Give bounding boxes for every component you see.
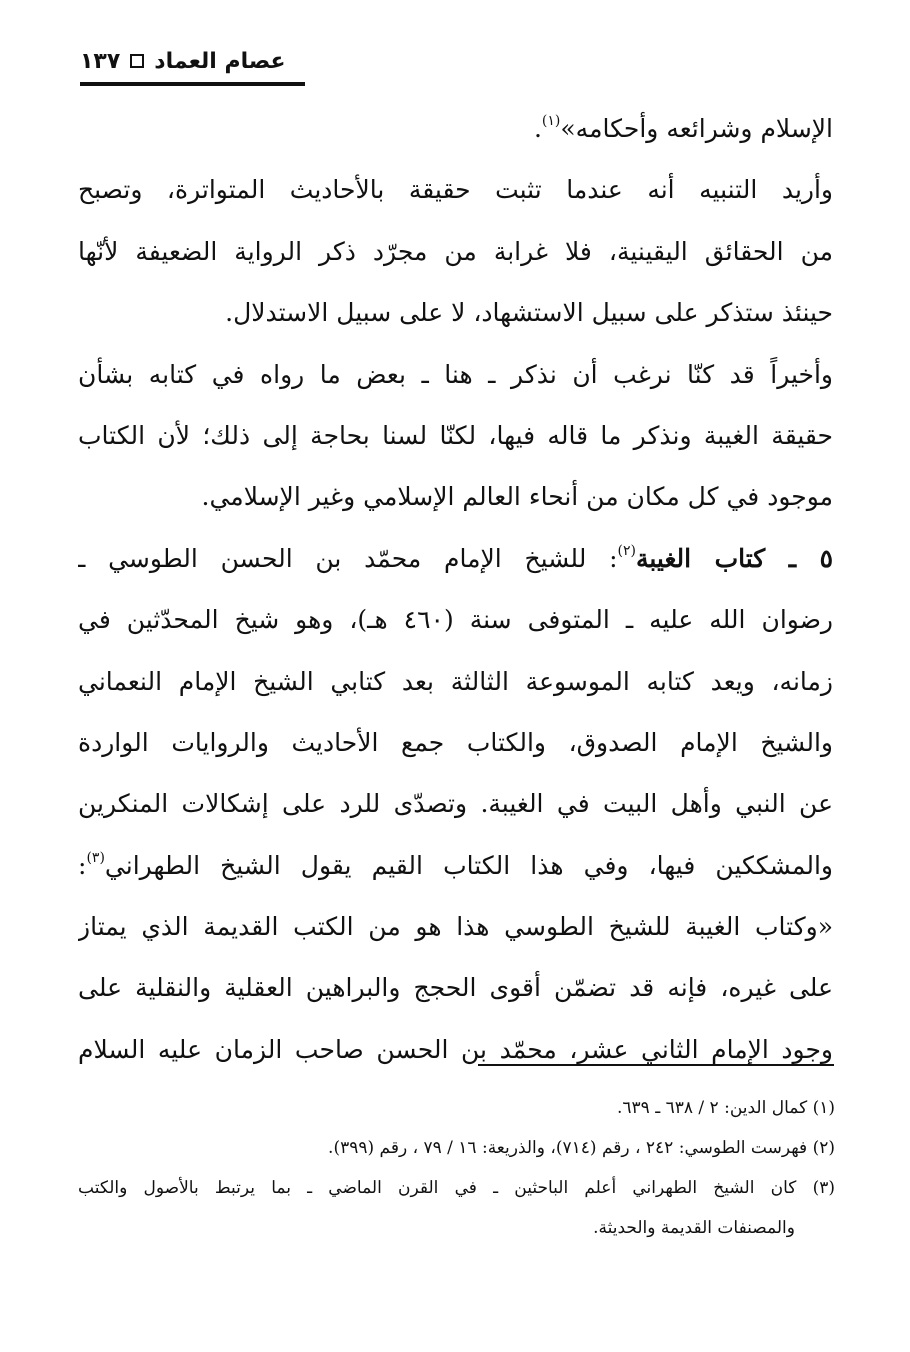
text-line: حينئذ ستذكر على سبيل الاستشهاد، لا على سبيل الاستدلال. (225, 298, 833, 328)
text-line: وجود الإمام الثاني عشر، محمّد بن الحسن صاحب الزمان عليه السلام (78, 1034, 833, 1064)
text-segment: والمشككين فيها، وفي هذا الكتاب القيم يقول الشيخ الطهراني (104, 850, 833, 880)
header-title: عصام العماد (154, 48, 286, 74)
footnote-rule (478, 1064, 834, 1066)
footnote-3: (٣) كان الشيخ الطهراني أعلم الباحثين ـ في القرن الماضي ـ بما يرتبط بالأصول والكتب (78, 1178, 835, 1198)
square-ornament-icon (130, 54, 144, 68)
text-line: موجود في كل مكان من أنحاء العالم الإسلامي وغير الإسلامي. (201, 482, 833, 512)
footnote-1: (١) كمال الدين: ٢ / ٦٣٨ ـ ٦٣٩. (616, 1098, 835, 1118)
footnotes (78, 1088, 835, 1248)
header-rule (80, 82, 305, 86)
text-line: والشيخ الإمام الصدوق، والكتاب جمع الأحاديث والروايات الواردة (78, 727, 833, 757)
text-segment: الإسلام وشرائعه وأحكامه» (560, 114, 833, 143)
body-text (78, 98, 833, 1080)
text-line: زمانه، ويعد كتابه الموسوعة الثالثة بعد كتابي الشيخ الإمام النعماني (78, 666, 833, 696)
text-segment: . (533, 114, 542, 143)
footnote-2: (٢) فهرست الطوسي: ٢٤٢ ، رقم (٧١٤)، والذريعة: ١٦ / ٧٩ ، رقم (٣٩٩). (328, 1138, 835, 1158)
page-number: ١٣٧ (80, 48, 121, 74)
text-line (78, 528, 833, 589)
text-line: حقيقة الغيبة ونذكر ما قاله فيها، لكنّا لسنا بحاجة إلى ذلك؛ لأن الكتاب (78, 420, 833, 450)
text-line: «وكتاب الغيبة للشيخ الطوسي هذا هو من الكتب القديمة الذي يمتاز (78, 912, 833, 942)
text-line: من الحقائق اليقينية، فلا غرابة من مجرّد ذكر الرواية الضعيفة لأنّها (78, 236, 833, 266)
footnote-marker: (٣) (86, 849, 105, 866)
header-row (80, 40, 305, 82)
text-line: رضوان الله عليه ـ المتوفى سنة (٤٦٠ هـ)، وهو شيخ المحدّثين في (78, 605, 833, 635)
text-segment: : للشيخ الإمام محمّد بن الحسن الطوسي ـ (78, 543, 618, 573)
text-line (78, 835, 833, 896)
footnote-3-continued: والمصنفات القديمة والحديثة. (593, 1218, 795, 1238)
section-heading: ٥ ـ كتاب الغيبة (635, 543, 833, 573)
text-segment: : (78, 850, 87, 880)
text-line (78, 98, 833, 159)
text-line: وأريد التنبيه أنه عندما تثبت حقيقة بالأحاديث المتواترة، وتصبح (78, 175, 833, 205)
running-header (80, 40, 305, 86)
text-line: وأخيراً قد كنّا نرغب أن نذكر ـ هنا ـ بعض ما رواه في كتابه بشأن (78, 359, 833, 389)
footnote-marker: (١) (541, 113, 561, 129)
footnote-marker: (٢) (617, 542, 636, 559)
text-line: عن النبي وأهل البيت في الغيبة. وتصدّى للرد على إشكالات المنكرين (78, 789, 833, 819)
text-line: على غيره، فإنه قد تضمّن أقوى الحجج والبراهين العقلية والنقلية على (78, 973, 833, 1003)
